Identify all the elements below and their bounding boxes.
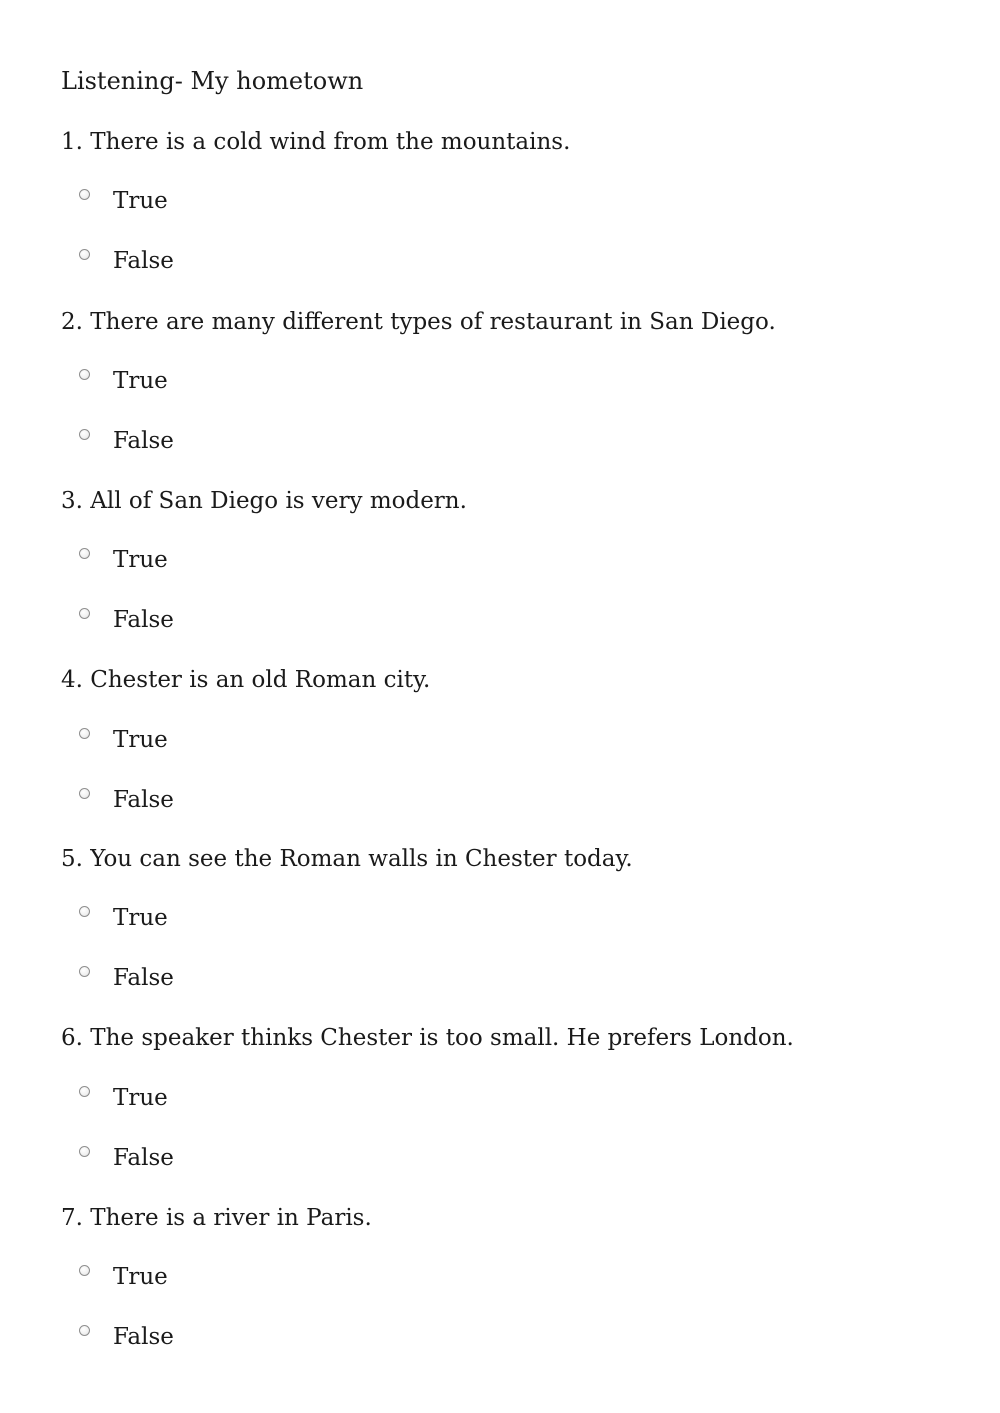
option-label: True — [113, 905, 168, 931]
page-title: Listening- My hometown — [61, 67, 364, 95]
option-false[interactable] — [79, 603, 174, 637]
question-3 — [61, 484, 961, 633]
radio-button[interactable] — [79, 906, 90, 917]
radio-button[interactable] — [79, 1086, 90, 1097]
option-label: True — [113, 1085, 168, 1111]
question-4 — [61, 663, 961, 813]
radio-button[interactable] — [79, 728, 90, 739]
radio-button[interactable] — [79, 429, 90, 440]
question-text: 5. You can see the Roman walls in Chester today. — [61, 846, 633, 872]
option-false[interactable] — [79, 244, 174, 278]
option-true[interactable] — [79, 1260, 168, 1294]
radio-button[interactable] — [79, 189, 90, 200]
question-5 — [61, 842, 961, 991]
option-label: False — [113, 787, 174, 813]
option-label: True — [113, 1264, 168, 1290]
option-false[interactable] — [79, 1141, 174, 1175]
question-text: 4. Chester is an old Roman city. — [61, 667, 431, 693]
radio-button[interactable] — [79, 1325, 90, 1336]
option-label: False — [113, 607, 174, 633]
radio-button[interactable] — [79, 369, 90, 380]
radio-button[interactable] — [79, 608, 90, 619]
question-text: 7. There is a river in Paris. — [61, 1205, 372, 1231]
option-label: True — [113, 368, 168, 394]
radio-button[interactable] — [79, 1146, 90, 1157]
question-1 — [61, 125, 961, 274]
option-true[interactable] — [79, 723, 168, 757]
question-7 — [61, 1201, 961, 1350]
option-label: False — [113, 428, 174, 454]
radio-button[interactable] — [79, 788, 90, 799]
option-label: True — [113, 188, 168, 214]
option-label: False — [113, 1145, 174, 1171]
radio-button[interactable] — [79, 548, 90, 559]
option-true[interactable] — [79, 364, 168, 398]
radio-button[interactable] — [79, 249, 90, 260]
radio-button[interactable] — [79, 1265, 90, 1276]
option-true[interactable] — [79, 184, 168, 218]
question-text: 2. There are many different types of restaurant in San Diego. — [61, 309, 776, 335]
option-label: True — [113, 547, 168, 573]
option-label: False — [113, 248, 174, 274]
option-true[interactable] — [79, 1081, 168, 1115]
question-text: 1. There is a cold wind from the mountains. — [61, 129, 571, 155]
option-true[interactable] — [79, 543, 168, 577]
option-false[interactable] — [79, 783, 174, 817]
option-label: False — [113, 1324, 174, 1350]
option-label: True — [113, 727, 168, 753]
option-false[interactable] — [79, 961, 174, 995]
radio-button[interactable] — [79, 966, 90, 977]
question-text: 6. The speaker thinks Chester is too small. He prefers London. — [61, 1025, 794, 1051]
question-text: 3. All of San Diego is very modern. — [61, 488, 467, 514]
option-false[interactable] — [79, 424, 174, 458]
question-2 — [61, 305, 961, 454]
option-false[interactable] — [79, 1320, 174, 1354]
option-true[interactable] — [79, 901, 168, 935]
question-6 — [61, 1021, 961, 1171]
option-label: False — [113, 965, 174, 991]
